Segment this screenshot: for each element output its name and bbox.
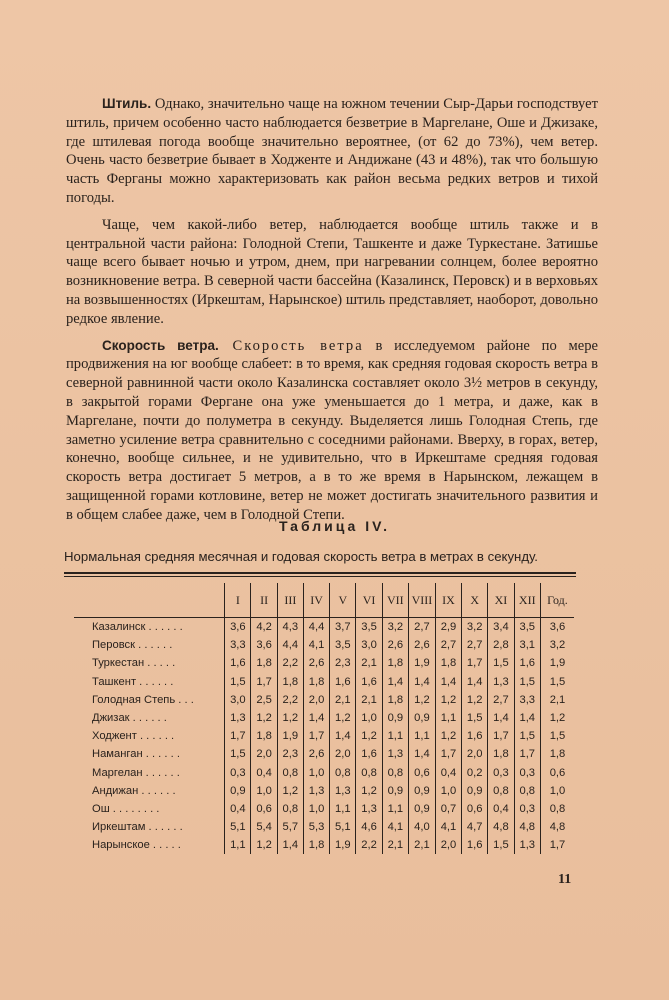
month-value: 1,2 — [330, 709, 356, 727]
annual-value: 0,6 — [540, 764, 574, 782]
wind-speed-table — [64, 572, 576, 854]
month-value: 1,5 — [225, 745, 251, 763]
table-row — [74, 618, 574, 637]
table-row — [74, 691, 574, 709]
month-value: 0,9 — [382, 782, 408, 800]
header-month: XI — [488, 583, 514, 618]
month-value: 1,6 — [225, 654, 251, 672]
month-value: 1,3 — [356, 800, 382, 818]
month-value: 2,3 — [277, 745, 303, 763]
month-value: 0,3 — [225, 764, 251, 782]
annual-value: 1,5 — [540, 727, 574, 745]
month-value: 0,9 — [225, 782, 251, 800]
page-number: 11 — [558, 872, 572, 887]
month-value: 4,4 — [303, 618, 329, 637]
annual-value: 1,5 — [540, 673, 574, 691]
month-value: 2,0 — [330, 745, 356, 763]
month-value: 1,8 — [488, 745, 514, 763]
month-value: 1,6 — [514, 654, 540, 672]
month-value: 0,8 — [382, 764, 408, 782]
body-text — [66, 95, 598, 533]
month-value: 4,1 — [382, 818, 408, 836]
header-month: III — [277, 583, 303, 618]
table-row — [74, 709, 574, 727]
month-value: 1,6 — [356, 745, 382, 763]
paragraph-wind-speed — [66, 337, 598, 525]
month-value: 1,7 — [303, 727, 329, 745]
paragraph-central — [66, 216, 598, 329]
data-table — [74, 583, 574, 854]
header-month: VII — [382, 583, 408, 618]
month-value: 2,9 — [435, 618, 461, 637]
month-value: 1,0 — [251, 782, 277, 800]
month-value: 1,5 — [514, 727, 540, 745]
month-value: 2,2 — [356, 836, 382, 854]
month-value: 1,6 — [462, 836, 488, 854]
month-value: 1,2 — [435, 727, 461, 745]
table-row — [74, 800, 574, 818]
month-value: 0,8 — [488, 782, 514, 800]
month-value: 4,2 — [251, 618, 277, 637]
station-name: Джизак . . . . . . — [74, 709, 225, 727]
month-value: 0,4 — [251, 764, 277, 782]
table-row — [74, 764, 574, 782]
table-row — [74, 836, 574, 854]
annual-value: 0,8 — [540, 800, 574, 818]
header-month: I — [225, 583, 251, 618]
table-body — [74, 618, 574, 855]
month-value: 2,2 — [277, 691, 303, 709]
month-value: 2,5 — [251, 691, 277, 709]
table-row — [74, 636, 574, 654]
table-row — [74, 818, 574, 836]
month-value: 3,0 — [356, 636, 382, 654]
month-value: 3,5 — [356, 618, 382, 637]
spaced-phrase: Скорость ветра — [218, 337, 364, 354]
month-value: 2,7 — [488, 691, 514, 709]
table-title: Таблица IV. — [278, 518, 391, 534]
month-value: 2,1 — [356, 691, 382, 709]
station-name: Голодная Степь . . . — [74, 691, 225, 709]
header-month: IX — [435, 583, 461, 618]
month-value: 3,5 — [514, 618, 540, 637]
paragraph-calm — [66, 95, 598, 208]
month-value: 1,8 — [435, 654, 461, 672]
table-caption: Нормальная средняя месячная и годовая скорость ветра в метрах в секунду. — [64, 549, 538, 564]
month-value: 1,2 — [251, 709, 277, 727]
month-value: 2,7 — [462, 636, 488, 654]
heading-calm: Штиль. — [102, 96, 152, 111]
table-row — [74, 782, 574, 800]
month-value: 5,4 — [251, 818, 277, 836]
month-value: 1,2 — [435, 691, 461, 709]
month-value: 2,1 — [330, 691, 356, 709]
month-value: 3,6 — [225, 618, 251, 637]
month-value: 4,4 — [277, 636, 303, 654]
month-value: 4,3 — [277, 618, 303, 637]
paragraph-calm-text: Однако, значительно чаще на южном течении Сыр-Дарьи господствует штиль, причем особенно часто наблюдается безветрие в Маргелане, Оше и Джизаке, где штилевая погода вообще значительно вероятнее, (от 62 до 73%), чем ветер. Очень часто безветрие бывает в Ходженте и Андижане (43 и 48%), так что большую часть Ферганы можно характеризовать как район весьма редких ветров и тихой погоды. — [66, 96, 598, 206]
month-value: 1,0 — [356, 709, 382, 727]
month-value: 4,1 — [303, 636, 329, 654]
month-value: 1,1 — [330, 800, 356, 818]
month-value: 1,4 — [409, 745, 436, 763]
month-value: 0,8 — [514, 782, 540, 800]
month-value: 1,2 — [356, 727, 382, 745]
month-value: 4,6 — [356, 818, 382, 836]
month-value: 1,5 — [225, 673, 251, 691]
month-value: 0,4 — [488, 800, 514, 818]
month-value: 3,3 — [225, 636, 251, 654]
month-value: 3,4 — [488, 618, 514, 637]
month-value: 3,5 — [330, 636, 356, 654]
month-value: 4,7 — [462, 818, 488, 836]
month-value: 0,4 — [225, 800, 251, 818]
month-value: 2,6 — [409, 636, 436, 654]
month-value: 0,6 — [462, 800, 488, 818]
station-name: Ош . . . . . . . . — [74, 800, 225, 818]
month-value: 0,7 — [435, 800, 461, 818]
month-value: 4,1 — [435, 818, 461, 836]
month-value: 0,8 — [277, 764, 303, 782]
month-value: 1,5 — [488, 836, 514, 854]
month-value: 4,0 — [409, 818, 436, 836]
month-value: 1,9 — [409, 654, 436, 672]
month-value: 0,3 — [514, 764, 540, 782]
month-value: 1,4 — [514, 709, 540, 727]
month-value: 2,1 — [382, 836, 408, 854]
month-value: 1,1 — [435, 709, 461, 727]
month-value: 1,3 — [514, 836, 540, 854]
month-value: 1,4 — [277, 836, 303, 854]
month-value: 1,4 — [382, 673, 408, 691]
month-value: 5,7 — [277, 818, 303, 836]
month-value: 1,3 — [382, 745, 408, 763]
month-value: 1,3 — [303, 782, 329, 800]
month-value: 1,8 — [382, 691, 408, 709]
month-value: 1,8 — [382, 654, 408, 672]
month-value: 3,2 — [382, 618, 408, 637]
month-value: 4,8 — [514, 818, 540, 836]
month-value: 1,7 — [514, 745, 540, 763]
header-station — [74, 583, 225, 618]
month-value: 1,3 — [488, 673, 514, 691]
month-value: 1,3 — [225, 709, 251, 727]
month-value: 1,7 — [251, 673, 277, 691]
month-value: 2,6 — [303, 745, 329, 763]
month-value: 0,9 — [462, 782, 488, 800]
month-value: 3,6 — [251, 636, 277, 654]
month-value: 1,6 — [330, 673, 356, 691]
month-value: 1,4 — [488, 709, 514, 727]
month-value: 0,9 — [409, 709, 436, 727]
month-value: 0,8 — [356, 764, 382, 782]
month-value: 0,2 — [462, 764, 488, 782]
month-value: 2,0 — [303, 691, 329, 709]
month-value: 1,0 — [435, 782, 461, 800]
month-value: 1,0 — [303, 764, 329, 782]
month-value: 0,3 — [488, 764, 514, 782]
month-value: 1,5 — [488, 654, 514, 672]
month-value: 1,7 — [435, 745, 461, 763]
month-value: 1,2 — [409, 691, 436, 709]
header-month: II — [251, 583, 277, 618]
month-value: 0,9 — [382, 709, 408, 727]
month-value: 0,6 — [251, 800, 277, 818]
month-value: 1,6 — [356, 673, 382, 691]
month-value: 2,6 — [382, 636, 408, 654]
month-value: 1,2 — [251, 836, 277, 854]
month-value: 1,1 — [225, 836, 251, 854]
month-value: 5,1 — [330, 818, 356, 836]
station-name: Ташкент . . . . . . — [74, 673, 225, 691]
table-row — [74, 673, 574, 691]
header-month: XII — [514, 583, 540, 618]
month-value: 2,7 — [409, 618, 436, 637]
month-value: 1,4 — [462, 673, 488, 691]
annual-value: 1,7 — [540, 836, 574, 854]
month-value: 1,8 — [277, 673, 303, 691]
month-value: 0,9 — [409, 782, 436, 800]
station-name: Андижан . . . . . . — [74, 782, 225, 800]
month-value: 1,2 — [277, 782, 303, 800]
month-value: 0,9 — [409, 800, 436, 818]
month-value: 1,4 — [330, 727, 356, 745]
month-value: 0,3 — [514, 800, 540, 818]
month-value: 0,4 — [435, 764, 461, 782]
month-value: 1,2 — [356, 782, 382, 800]
month-value: 1,8 — [303, 836, 329, 854]
annual-value: 3,2 — [540, 636, 574, 654]
station-name: Иркештам . . . . . . — [74, 818, 225, 836]
station-name: Наманган . . . . . . — [74, 745, 225, 763]
month-value: 1,5 — [514, 673, 540, 691]
annual-value: 1,2 — [540, 709, 574, 727]
annual-value: 3,6 — [540, 618, 574, 637]
month-value: 1,8 — [251, 654, 277, 672]
month-value: 2,0 — [251, 745, 277, 763]
station-name: Маргелан . . . . . . — [74, 764, 225, 782]
annual-value: 1,8 — [540, 745, 574, 763]
annual-value: 4,8 — [540, 818, 574, 836]
month-value: 1,7 — [488, 727, 514, 745]
month-value: 1,8 — [303, 673, 329, 691]
annual-value: 1,0 — [540, 782, 574, 800]
month-value: 5,3 — [303, 818, 329, 836]
header-year: Год. — [540, 583, 574, 618]
month-value: 2,1 — [409, 836, 436, 854]
month-value: 1,1 — [382, 800, 408, 818]
month-value: 1,4 — [435, 673, 461, 691]
month-value: 0,8 — [330, 764, 356, 782]
station-name: Перовск . . . . . . — [74, 636, 225, 654]
month-value: 1,9 — [277, 727, 303, 745]
month-value: 1,0 — [303, 800, 329, 818]
month-value: 2,3 — [330, 654, 356, 672]
month-value: 3,3 — [514, 691, 540, 709]
station-name: Туркестан . . . . . — [74, 654, 225, 672]
annual-value: 2,1 — [540, 691, 574, 709]
month-value: 2,7 — [435, 636, 461, 654]
month-value: 1,1 — [382, 727, 408, 745]
month-value: 1,1 — [409, 727, 436, 745]
month-value: 1,4 — [409, 673, 436, 691]
month-value: 2,8 — [488, 636, 514, 654]
month-value: 2,1 — [356, 654, 382, 672]
month-value: 3,1 — [514, 636, 540, 654]
station-name: Ходжент . . . . . . — [74, 727, 225, 745]
month-value: 2,0 — [435, 836, 461, 854]
month-value: 0,8 — [277, 800, 303, 818]
table-row — [74, 727, 574, 745]
table-row — [74, 654, 574, 672]
station-name: Нарынское . . . . . — [74, 836, 225, 854]
header-month: X — [462, 583, 488, 618]
month-value: 3,2 — [462, 618, 488, 637]
header-month: V — [330, 583, 356, 618]
table-row — [74, 745, 574, 763]
station-name: Казалинск . . . . . . — [74, 618, 225, 637]
month-value: 2,6 — [303, 654, 329, 672]
heading-wind-speed: Скорость ветра. — [102, 337, 219, 353]
month-value: 1,3 — [330, 782, 356, 800]
month-value: 5,1 — [225, 818, 251, 836]
month-value: 1,8 — [251, 727, 277, 745]
month-value: 1,2 — [462, 691, 488, 709]
month-value: 4,8 — [488, 818, 514, 836]
month-value: 3,0 — [225, 691, 251, 709]
month-value: 1,7 — [462, 654, 488, 672]
paragraph-central-text: Чаще, чем какой-либо ветер, наблюдается вообще штиль также и в центральной части района: Голодной Степи, Ташкенте и даже Туркестане. Затишье чаще всего бывает ночью и утром, днем, при нагревании солнцем, более вероятно возникновение ветра. В северной части бассейна (Казалинск, Перовск) и в верховьях на возвышенностях (Иркештам, Нарынское) штиль представляет, наоборот, довольно редкое явление. — [66, 216, 598, 327]
month-value: 2,2 — [277, 654, 303, 672]
month-value: 1,5 — [462, 709, 488, 727]
month-value: 1,7 — [225, 727, 251, 745]
header-month: VIII — [409, 583, 436, 618]
month-value: 1,9 — [330, 836, 356, 854]
month-value: 1,6 — [462, 727, 488, 745]
header-month: VI — [356, 583, 382, 618]
paragraph-wind-speed-text: в исследуемом районе по мере продвижения на юг вообще слабеет: в то время, как средняя годовая скорость ветра в северной равнинной части около Казалинска составляет около 3½ метров в секунду, в закрытой горами Фергане она уже уменьшается до 1 метра, и даже, как в Маргелане, почти до полуметра в секунду. Выделяется лишь Голодная Степь, где заметно усиление ветра сравнительно с соседними районами. Вверху, в горах, ветер, конечно, вообще сильнее, и не удивительно, что в Иркештаме средняя годовая скорость ветра достигает 5 метров, а в то же время в Нарынском, лежащем в защищенной горами котловине, ветер не может достигать значительного развития и в общем слабее даже, чем в Голодной Степи. — [66, 337, 598, 523]
month-value: 1,4 — [303, 709, 329, 727]
header-month: IV — [303, 583, 329, 618]
table-header-row — [74, 583, 574, 618]
annual-value: 1,9 — [540, 654, 574, 672]
month-value: 1,2 — [277, 709, 303, 727]
table-top-rule — [64, 572, 576, 577]
month-value: 2,0 — [462, 745, 488, 763]
month-value: 0,6 — [409, 764, 436, 782]
month-value: 3,7 — [330, 618, 356, 637]
